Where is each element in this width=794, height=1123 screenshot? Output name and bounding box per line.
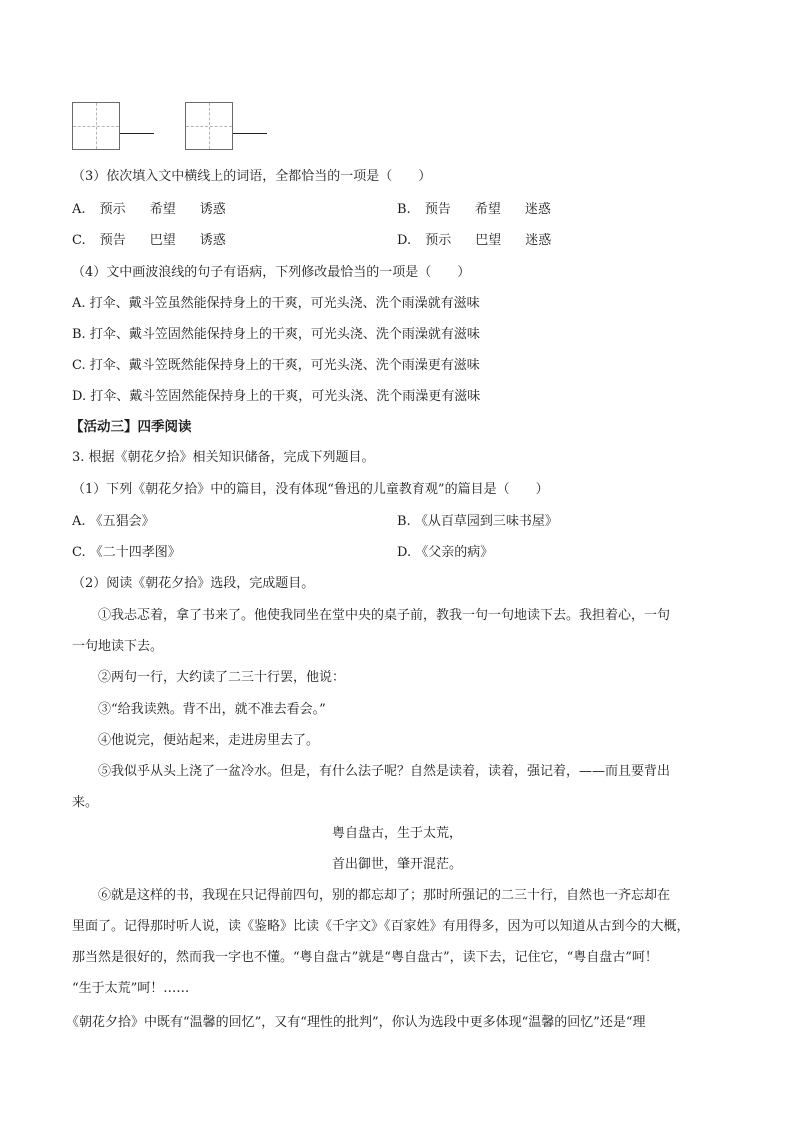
option-c[interactable]: C. 《二十四孝图》 bbox=[72, 545, 181, 560]
passage-paragraph-6-cont: 那当然是很好的，然而我一字也不懂。“粤自盘古”就是“粤自盘古”，读下去，记住它，“粤自盘古”呵！ bbox=[72, 950, 658, 965]
question-3-2-stem: （2）阅读《朝花夕拾》选段，完成题目。 bbox=[72, 576, 315, 591]
option-word: 诱惑 bbox=[199, 202, 226, 217]
answer-blank-2 bbox=[233, 133, 267, 134]
option-a[interactable]: A. 打伞、戴斗笠虽然能保持身上的干爽，可光头浇、洗个雨澡就有滋味 bbox=[72, 296, 480, 311]
option-word: 希望 bbox=[474, 202, 501, 217]
option-letter: B. bbox=[397, 202, 411, 217]
option-d[interactable] bbox=[397, 229, 551, 248]
option-word: 预告 bbox=[99, 233, 126, 248]
option-word: 巴望 bbox=[149, 233, 176, 248]
option-word: 迷惑 bbox=[525, 233, 552, 248]
option-b[interactable]: B. 《从百草园到三味书屋》 bbox=[397, 514, 558, 529]
option-word: 预告 bbox=[424, 202, 451, 217]
passage-paragraph-4: ④他说完，便站起来，走进房里去了。 bbox=[98, 733, 320, 748]
option-d[interactable]: D. 《父亲的病》 bbox=[397, 545, 494, 560]
option-word: 迷惑 bbox=[524, 202, 551, 217]
writing-box-2[interactable] bbox=[185, 102, 233, 150]
passage-paragraph-6-cont: “生于太荒”呵！…… bbox=[72, 981, 190, 996]
answer-blank-1 bbox=[120, 133, 154, 134]
option-c[interactable]: C. 打伞、戴斗笠既然能保持身上的干爽，可光头浇、洗个雨澡更有滋味 bbox=[72, 358, 480, 373]
question-3-stem: 3. 根据《朝花夕拾》相关知识储备，完成下列题目。 bbox=[72, 450, 375, 465]
verse-line-1: 粤自盘古，生于太荒， bbox=[331, 826, 462, 841]
passage-paragraph-5: ⑤我似乎从头上浇了一盆冷水。但是，有什么法子呢？自然是读着，读着，强记着，——而且要背出 bbox=[98, 764, 671, 779]
option-d[interactable]: D. 打伞、戴斗笠固然能保持身上的干爽，可光头浇、洗个雨澡更有滋味 bbox=[72, 389, 481, 404]
question-3-1-stem: （1）下列《朝花夕拾》中的篇目，没有体现“鲁迅的儿童教育观”的篇目是（ ） bbox=[72, 482, 549, 497]
option-b[interactable]: B. 打伞、戴斗笠固然能保持身上的干爽，可光头浇、洗个雨澡就有滋味 bbox=[72, 327, 480, 342]
question-stem-4: （4）文中画波浪线的句子有语病，下列修改最恰当的一项是（ ） bbox=[72, 265, 471, 280]
option-word: 巴望 bbox=[475, 233, 502, 248]
passage-paragraph-6-cont: 里面了。记得那时听人说，读《鉴略》比读《千字文》《百家姓》有用得多，因为可以知道从古到今的大概， bbox=[72, 919, 690, 934]
verse-line-2: 首出御世，肇开混茫。 bbox=[331, 857, 462, 872]
question-stem-3: （3）依次填入文中横线上的词语，全都恰当的一项是（ ） bbox=[72, 169, 432, 184]
option-word: 诱惑 bbox=[199, 233, 226, 248]
option-letter: D. bbox=[397, 233, 412, 248]
option-a[interactable] bbox=[72, 198, 226, 217]
option-letter: A. bbox=[72, 202, 86, 217]
option-word: 预示 bbox=[425, 233, 452, 248]
passage-paragraph-1-cont: 一句地读下去。 bbox=[72, 639, 164, 654]
writing-box-1[interactable] bbox=[72, 102, 120, 150]
option-b[interactable] bbox=[397, 198, 551, 217]
passage-paragraph-2: ②两句一行，大约读了二三十行罢，他说： bbox=[98, 670, 346, 685]
passage-paragraph-6: ⑥就是这样的书，我现在只记得前四句，别的都忘却了；那时所强记的二三十行，自然也一齐忘却在 bbox=[98, 888, 671, 903]
option-word: 预示 bbox=[99, 202, 126, 217]
passage-paragraph-3: ③“给我读熟。背不出，就不准去看会。” bbox=[98, 702, 326, 717]
question-prompt: 《朝花夕拾》中既有“温馨的回忆”，又有“理性的批判”，你认为选段中更多体现“温馨的回忆”还是“理 bbox=[66, 1015, 646, 1030]
option-letter: C. bbox=[72, 233, 86, 248]
section-title: 【活动三】四季阅读 bbox=[70, 419, 192, 435]
option-word: 希望 bbox=[149, 202, 176, 217]
option-c[interactable] bbox=[72, 229, 226, 248]
passage-paragraph-5-cont: 来。 bbox=[72, 795, 99, 810]
passage-paragraph-1: ①我忐忑着，拿了书来了。他使我同坐在堂中央的桌子前，教我一句一句地读下去。我担着心，一句 bbox=[98, 608, 671, 623]
option-a[interactable]: A. 《五猖会》 bbox=[72, 514, 155, 529]
